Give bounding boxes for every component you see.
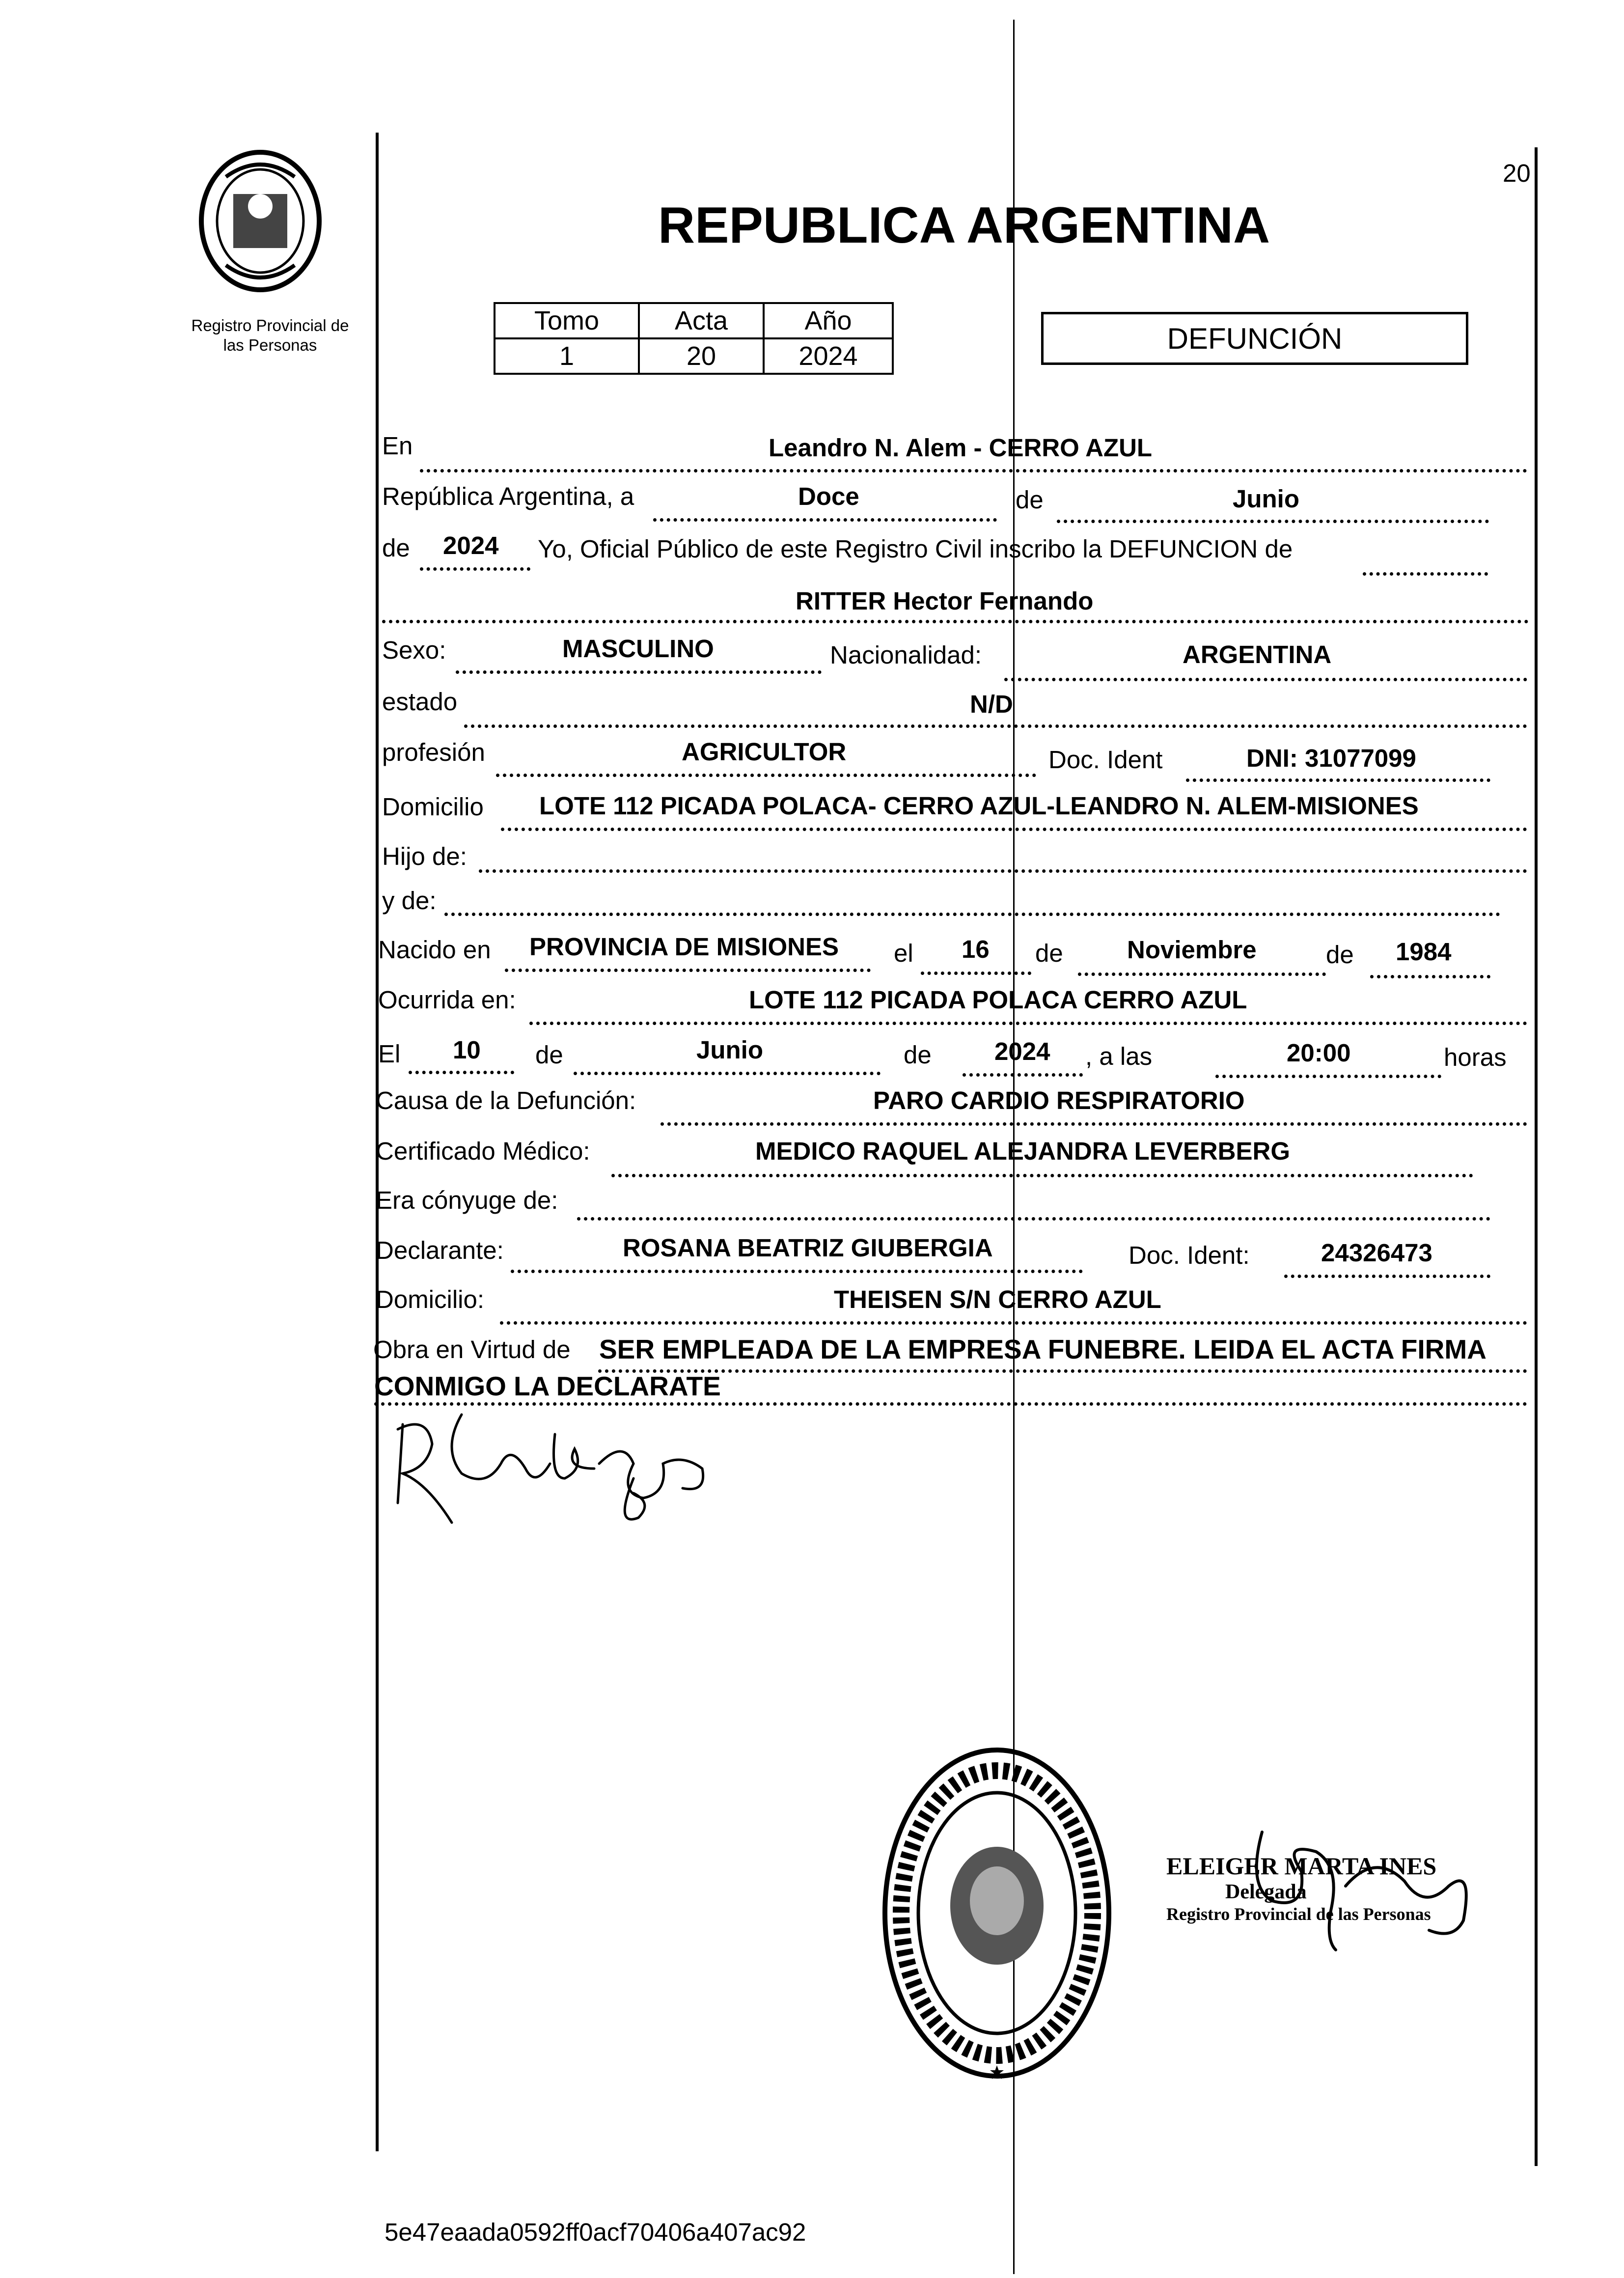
domicilio2-value: THEISEN S/N CERRO AZUL <box>834 1285 1161 1313</box>
alas-label: , a las <box>1085 1042 1153 1070</box>
act-type-box <box>1041 312 1468 365</box>
tome-table <box>494 302 894 375</box>
sexo-dots <box>456 670 822 674</box>
tome-header: Tomo <box>495 303 639 338</box>
year-dots <box>420 567 530 571</box>
page-title: REPUBLICA ARGENTINA <box>658 197 1270 254</box>
right-margin-line <box>1535 147 1538 2166</box>
declarante-value: ROSANA BEATRIZ GIUBERGIA <box>623 1234 993 1262</box>
estado-value: N/D <box>970 690 1013 718</box>
doc2-label: Doc. Ident: <box>1129 1241 1250 1269</box>
year-value: 2024 <box>764 338 893 374</box>
conyuge-dots <box>577 1217 1490 1221</box>
birth-year: 1984 <box>1396 938 1452 966</box>
obra-label: Obra en Virtud de <box>373 1335 571 1363</box>
hijo-label: Hijo de: <box>382 842 467 870</box>
conyuge-label: Era cónyuge de: <box>376 1186 558 1214</box>
officer-org: Registro Provincial de las Personas <box>1166 1904 1431 1924</box>
declarant-signature <box>388 1395 727 1532</box>
death-year-dots <box>963 1073 1083 1077</box>
birth-year-dots <box>1370 975 1490 978</box>
domicilio-value: LOTE 112 PICADA POLACA- CERRO AZUL-LEANDRO N. ALEM-MISIONES <box>539 792 1419 820</box>
de-label-6: de <box>904 1041 932 1069</box>
registry-stamp-icon <box>879 1744 1115 2083</box>
domicilio-dots <box>501 828 1527 831</box>
province-seal <box>196 147 324 295</box>
birth-month: Noviembre <box>1127 936 1257 964</box>
de-label-2: de <box>382 534 410 562</box>
doc-label: Doc. Ident <box>1048 746 1163 774</box>
officer-name: ELEIGER MARTA INES <box>1166 1852 1437 1880</box>
domicilio-label: Domicilio <box>382 793 484 821</box>
nacionalidad-dots <box>1004 678 1527 681</box>
profesion-dots <box>496 774 1036 777</box>
yde-dots <box>444 913 1500 916</box>
act-header: Acta <box>639 303 764 338</box>
en-label: En <box>382 432 413 460</box>
death-year: 2024 <box>994 1037 1050 1065</box>
death-month-dots <box>574 1072 881 1075</box>
certificado-label: Certificado Médico: <box>376 1137 590 1165</box>
estado-dots <box>464 724 1527 728</box>
obra-line-1: SER EMPLEADA DE LA EMPRESA FUNEBRE. LEIDA EL ACTA FIRMA <box>599 1334 1486 1364</box>
death-time-dots <box>1215 1075 1441 1078</box>
certificado-value: MEDICO RAQUEL ALEJANDRA LEVERBERG <box>755 1137 1291 1165</box>
year-header: Año <box>764 303 893 338</box>
profesion-label: profesión <box>382 738 485 766</box>
birth-day: 16 <box>962 935 990 963</box>
registry-name <box>162 316 378 355</box>
yde-label: y de: <box>382 887 437 915</box>
death-time: 20:00 <box>1287 1039 1351 1067</box>
month-value: Junio <box>1233 485 1299 513</box>
nacido-value: PROVINCIA DE MISIONES <box>529 933 839 961</box>
death-day: 10 <box>453 1036 481 1064</box>
act-value: 20 <box>639 338 764 374</box>
birth-month-dots <box>1078 972 1326 976</box>
de-label-4: de <box>1326 941 1354 969</box>
registry-line-2: las Personas <box>223 336 317 354</box>
doc-value: DNI: 31077099 <box>1246 744 1416 772</box>
misiones-seal-icon <box>196 147 324 295</box>
sexo-value: MASCULINO <box>562 635 714 663</box>
document-hash: 5e47eaada0592ff0acf70406a407ac92 <box>385 2218 806 2246</box>
official-stamp <box>879 1744 1115 2083</box>
year-value-text: 2024 <box>443 531 499 559</box>
name-dots <box>382 620 1529 623</box>
death-month: Junio <box>696 1036 763 1064</box>
republica-label: República Argentina, a <box>382 482 634 510</box>
hijo-dots <box>479 869 1527 873</box>
nacido-label: Nacido en <box>378 936 491 964</box>
de-label-1: de <box>1016 486 1044 514</box>
domicilio2-dots <box>500 1321 1527 1325</box>
domicilio2-label: Domicilio: <box>376 1285 485 1313</box>
en-dots <box>420 469 1527 472</box>
el2-label: El <box>378 1040 401 1068</box>
month-dots <box>1057 520 1489 523</box>
nacionalidad-value: ARGENTINA <box>1183 640 1332 668</box>
declarante-dots <box>511 1270 1083 1273</box>
birth-day-dots <box>921 972 1031 975</box>
registry-line-1: Registro Provincial de <box>191 316 349 334</box>
sexo-label: Sexo: <box>382 636 446 664</box>
act-type: DEFUNCIÓN <box>1167 322 1343 355</box>
doc2-value: 24326473 <box>1321 1239 1432 1267</box>
causa-dots <box>661 1122 1527 1126</box>
ocurrida-dots <box>529 1022 1527 1025</box>
declarante-label: Declarante: <box>376 1236 504 1264</box>
official-text: Yo, Oficial Público de este Registro Civil inscribo la DEFUNCION de <box>538 535 1293 563</box>
officer-title: Delegada <box>1225 1881 1307 1903</box>
horas-label: horas <box>1444 1043 1507 1071</box>
obra-dots-1 <box>598 1369 1527 1373</box>
day-dots <box>653 518 997 522</box>
nacido-dots <box>505 969 871 972</box>
de-label-3: de <box>1035 939 1063 967</box>
doc2-dots <box>1284 1275 1490 1278</box>
estado-label: estado <box>382 688 458 716</box>
doc-dots <box>1186 778 1490 782</box>
causa-value: PARO CARDIO RESPIRATORIO <box>873 1086 1245 1114</box>
el-label: el <box>894 939 913 967</box>
tome-value: 1 <box>495 338 639 374</box>
certificado-dots <box>611 1174 1473 1177</box>
death-day-dots <box>409 1071 514 1074</box>
officer-signature <box>1218 1812 1493 1960</box>
obra-line-2: CONMIGO LA DECLARATE <box>374 1371 721 1401</box>
nacionalidad-label: Nacionalidad: <box>830 641 982 669</box>
ocurrida-value: LOTE 112 PICADA POLACA CERRO AZUL <box>749 986 1247 1014</box>
deceased-name: RITTER Hector Fernando <box>796 587 1094 615</box>
after-text-dots <box>1363 572 1488 576</box>
ocurrida-label: Ocurrida en: <box>378 986 516 1014</box>
page-number: 20 <box>1503 159 1531 187</box>
profesion-value: AGRICULTOR <box>682 738 847 766</box>
day-value: Doce <box>798 482 859 510</box>
causa-label: Causa de la Defunción: <box>376 1086 636 1114</box>
de-label-5: de <box>535 1041 563 1069</box>
place-value: Leandro N. Alem - CERRO AZUL <box>769 434 1153 462</box>
